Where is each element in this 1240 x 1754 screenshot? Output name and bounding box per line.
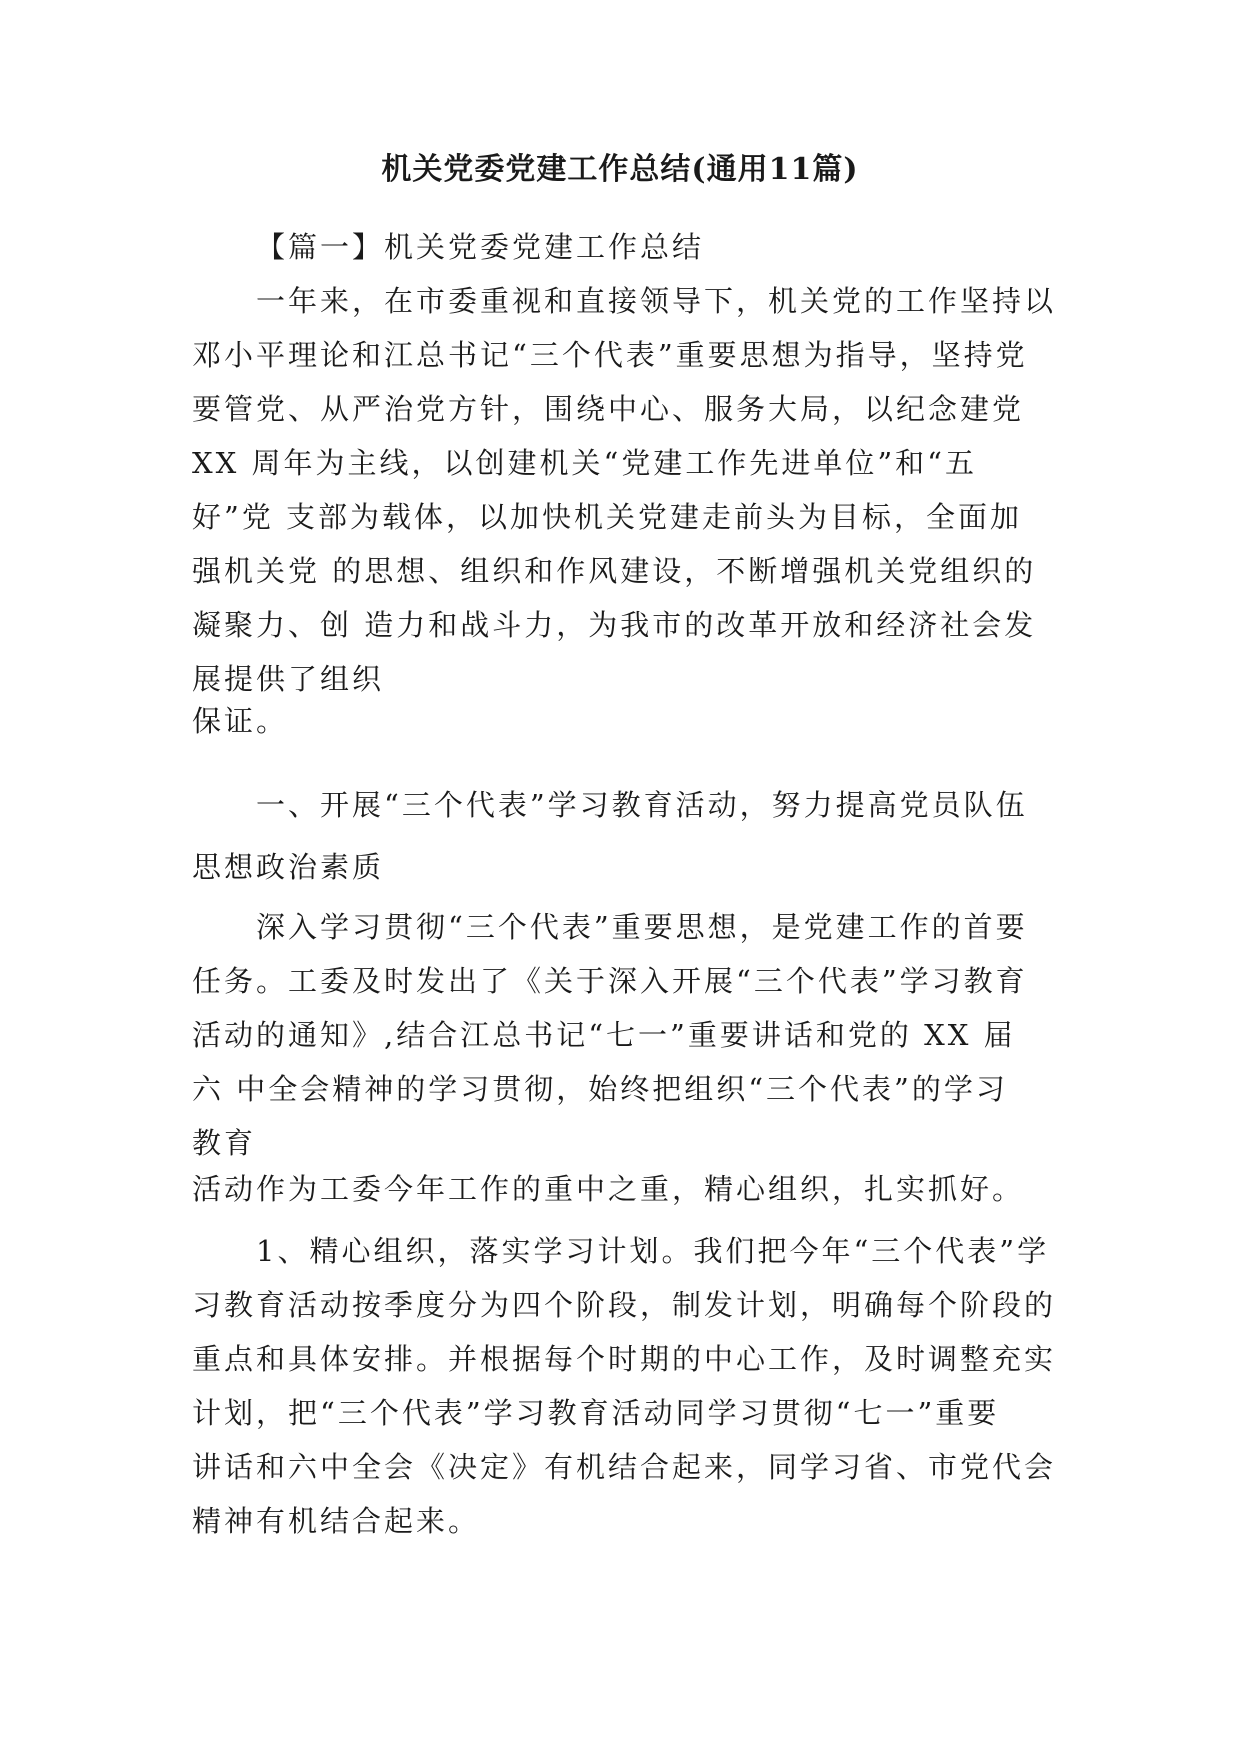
paragraph-line: 1、精心组织，落实学习计划。我们把今年“三个代表”学 — [256, 1234, 1050, 1268]
paragraph-2 — [192, 900, 1072, 1216]
paragraph-line: 任务。工委及时发出了《关于深入开展“三个代表”学习教育 — [192, 964, 1028, 998]
paragraph-line: 要管党、从严治党方针，围绕中心、服务大局，以纪念建党 — [192, 392, 1025, 426]
paragraph-line: 教育 — [192, 1126, 257, 1160]
paragraph-line: 精神有机结合起来。 — [192, 1504, 481, 1538]
paragraph-line: 保证。 — [192, 704, 289, 738]
paragraph-line: 展提供了组织 — [192, 662, 385, 696]
section-heading — [192, 220, 1072, 274]
paragraph-line: 强机关党 的思想、组织和作风建设，不断增强机关党组织的 — [192, 554, 1037, 588]
paragraph-line: 深入学习贯彻“三个代表”重要思想，是党建工作的首要 — [256, 910, 1028, 944]
paragraph-line: 习教育活动按季度分为四个阶段，制发计划，明确每个阶段的 — [192, 1288, 1057, 1322]
paragraph-line: 计划，把“三个代表”学习教育活动同学习贯彻“七一”重要 — [192, 1396, 1000, 1430]
paragraph-line: 活动作为工委今年工作的重中之重，精心组织，扎实抓好。 — [192, 1172, 1025, 1206]
paragraph-line: 六 中全会精神的学习贯彻，始终把组织“三个代表”的学习 — [192, 1072, 1008, 1106]
paragraph-line: 活动的通知》,结合江总书记“七一”重要讲话和党的 XX 届 — [192, 1018, 1016, 1052]
paragraph-line: 一年来，在市委重视和直接领导下，机关党的工作坚持以 — [256, 284, 1057, 318]
paragraph-line: XX 周年为主线，以创建机关“党建工作先进单位”和“五 — [192, 446, 977, 480]
paragraph-1 — [192, 274, 1072, 748]
heading-line: 一、开展“三个代表”学习教育活动，努力提高党员队伍 — [256, 788, 1028, 822]
paragraph-line: 凝聚力、创 造力和战斗力，为我市的改革开放和经济社会发 — [192, 608, 1037, 642]
heading-line: 思想政治素质 — [192, 850, 385, 884]
paragraph-line: 讲话和六中全会《决定》有机结合起来，同学习省、市党代会 — [192, 1450, 1057, 1484]
section-heading-text: 【篇一】机关党委党建工作总结 — [256, 230, 705, 264]
document-title: 机关党委党建工作总结(通用11篇) — [381, 152, 859, 187]
paragraph-line: 重点和具体安排。并根据每个时期的中心工作，及时调整充实 — [192, 1342, 1057, 1376]
heading-1 — [192, 778, 1072, 894]
paragraph-3 — [192, 1224, 1072, 1548]
paragraph-line: 好”党 支部为载体，以加快机关党建走前头为目标，全面加 — [192, 500, 1023, 534]
paragraph-line: 邓小平理论和江总书记“三个代表”重要思想为指导，坚持党 — [192, 338, 1028, 372]
